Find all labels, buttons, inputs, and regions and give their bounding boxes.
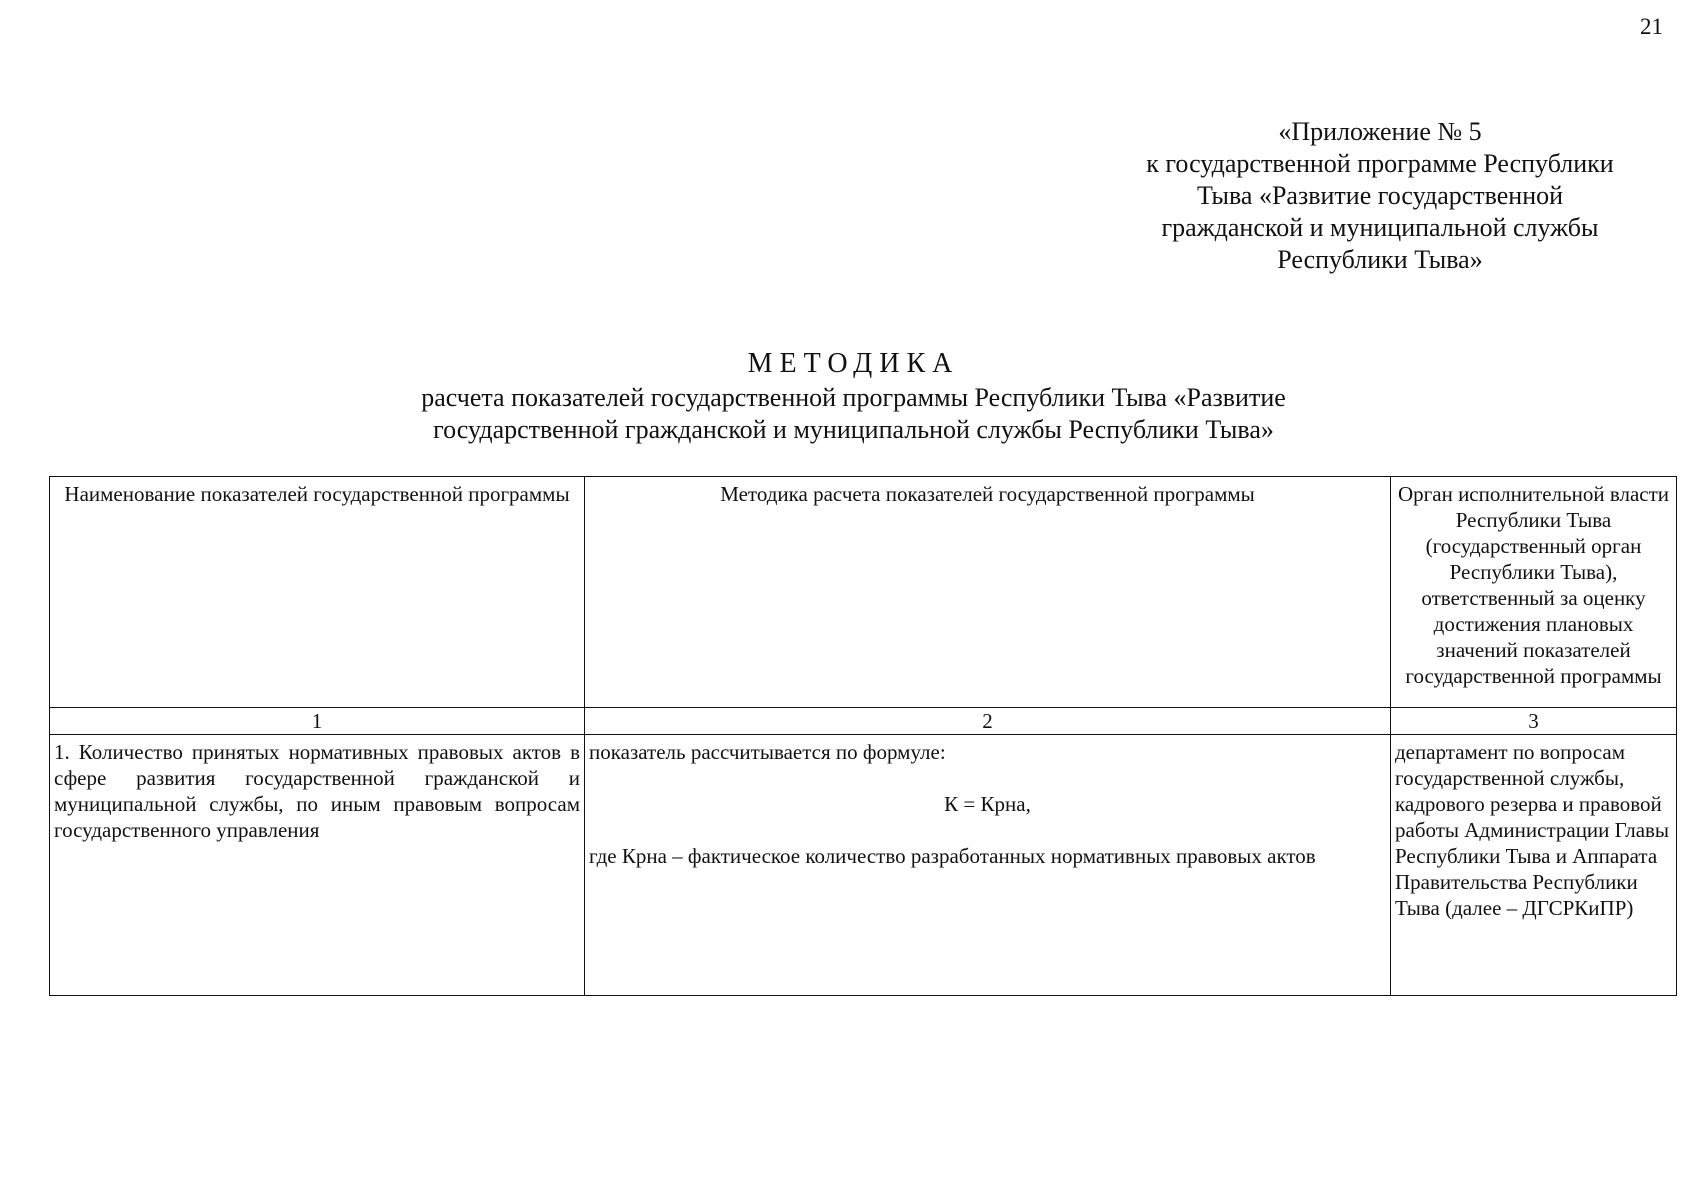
table-header-row (50, 477, 1677, 708)
appendix-reference (1090, 116, 1670, 276)
appendix-line: Республики Тыва» (1277, 245, 1483, 274)
responsible-body-cell: департамент по вопросам государственной службы, кадрового резерва и правовой работы Администрации Главы Республики Тыва и Аппарата Правительства Республики Тыва (далее – ДГСРКиПР) (1391, 735, 1677, 996)
calculation-method-cell (585, 735, 1391, 996)
subtitle-line: расчета показателей государственной программы Республики Тыва «Развитие (421, 383, 1286, 412)
document-title: МЕТОДИКА (747, 348, 960, 379)
methodology-table (49, 476, 1677, 996)
column-number: 1 (50, 708, 585, 735)
column-number: 2 (585, 708, 1391, 735)
appendix-line: гражданской и муниципальной службы (1161, 213, 1599, 242)
document-subtitle (10, 382, 1697, 446)
appendix-line: к государственной программе Республики (1146, 149, 1614, 178)
page-number: 21 (1640, 14, 1663, 39)
header-indicator-name: Наименование показателей государственной программы (50, 477, 585, 708)
appendix-line: Тыва «Развитие государственной (1196, 181, 1564, 210)
subtitle-line: государственной гражданской и муниципальной службы Республики Тыва» (433, 415, 1274, 444)
appendix-line: «Приложение № 5 (1278, 117, 1482, 146)
table-row (50, 735, 1677, 996)
header-calculation-method: Методика расчета показателей государственной программы (585, 477, 1391, 708)
indicator-name-cell: 1. Количество принятых нормативных правовых актов в сфере развития государственной гражданской и муниципальной службы, по иным правовым вопросам государственного управления (50, 735, 585, 996)
header-responsible-body: Орган исполнительной власти Республики Тыва (государственный орган Республики Тыва), ответственный за оценку достижения плановых значений показателей государственной программы (1391, 477, 1677, 708)
method-intro: показатель рассчитывается по формуле: (589, 740, 946, 764)
method-where: где Крна – фактическое количество разработанных нормативных правовых актов (589, 844, 1316, 868)
method-formula: К = Крна, (944, 792, 1031, 816)
column-number: 3 (1391, 708, 1677, 735)
title-block (0, 346, 1697, 446)
column-number-row (50, 708, 1677, 735)
